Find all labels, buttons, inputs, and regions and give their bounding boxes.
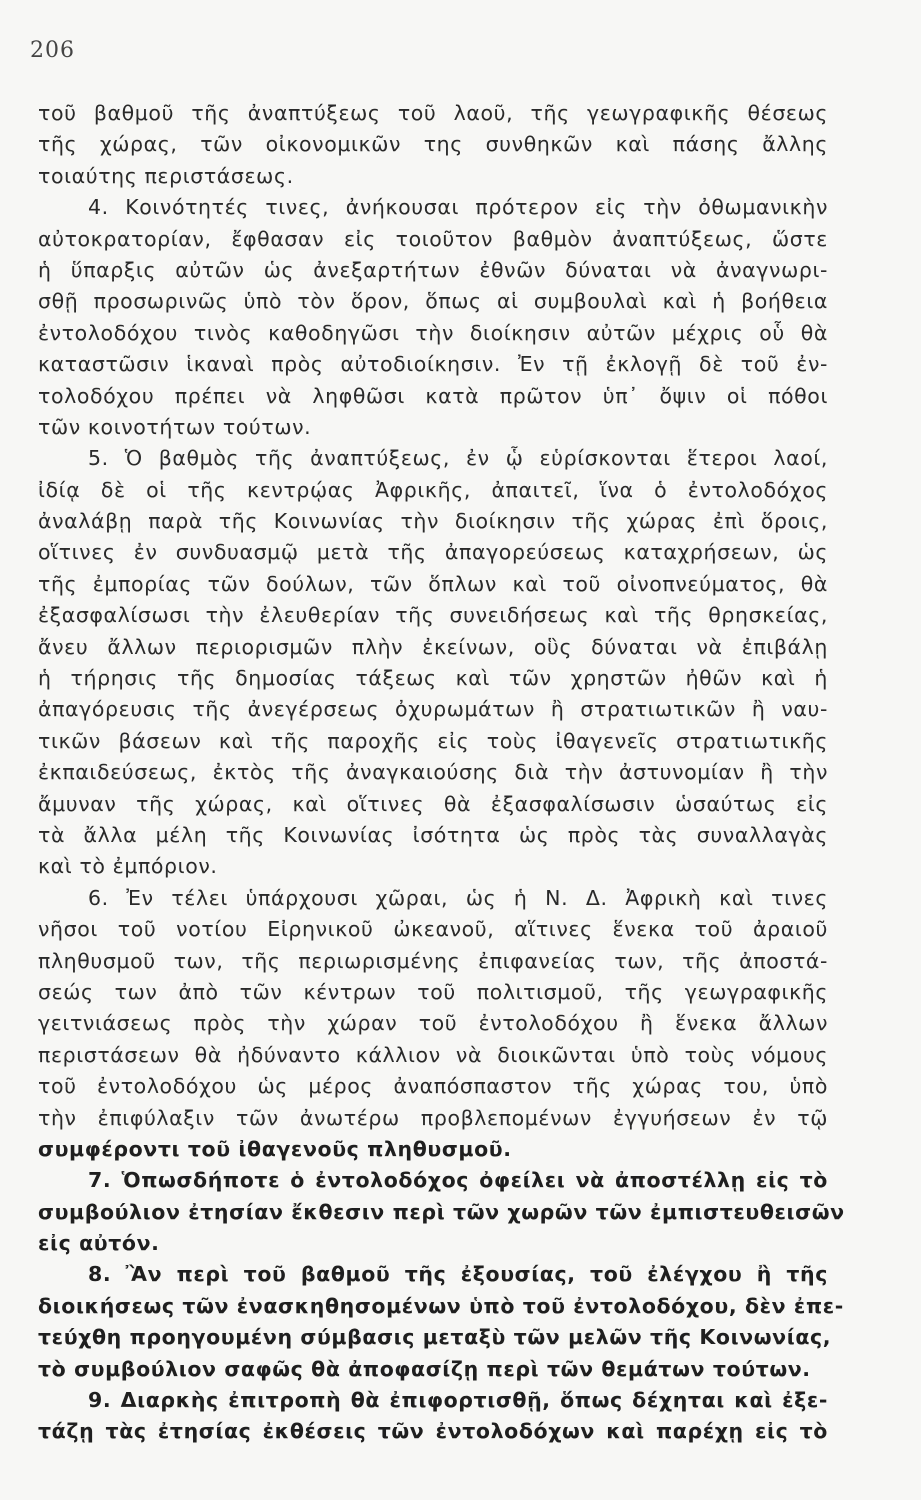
text-line: ἀναλάβῃ παρὰ τῆς Κοινωνίας τὴν διοίκησιν τῆς χώρας ἐπὶ ὅροις, xyxy=(38,509,828,534)
text-line: τῆς ἐμπορίας τῶν δούλων, τῶν ὅπλων καὶ τοῦ οἰνοπνεύματος, θὰ xyxy=(38,571,828,596)
text-line: εἰς αὐτόν. xyxy=(38,1231,160,1256)
text-line: καὶ τὸ ἐμπόριον. xyxy=(38,854,218,879)
body-text xyxy=(38,98,845,1448)
text-line: συμβούλιον ἐτησίαν ἔκθεσιν περὶ τῶν χωρῶν τῶν ἐμπιστευθεισῶν xyxy=(38,1199,845,1224)
text-line: 9. Διαρκὴς ἐπιτροπὴ θὰ ἐπιφορτισθῇ, ὅπως δέχηται καὶ ἐξε- xyxy=(88,1388,828,1413)
text-line: περιστάσεων θὰ ἠδύναντο κάλλιον νὰ διοικῶνται ὑπὸ τοὺς νόμους xyxy=(38,1042,828,1067)
text-line: νῆσοι τοῦ νοτίου Εἰρηνικοῦ ὠκεανοῦ, αἵτινες ἕνεκα τοῦ ἀραιοῦ xyxy=(38,917,828,942)
text-line: 4. Κοινότητές τινες, ἀνήκουσαι πρότερον εἰς τὴν ὀθωμανικὴν xyxy=(88,195,828,220)
text-line: πληθυσμοῦ των, τῆς περιωρισμένης ἐπιφανείας των, τῆς ἀποστά- xyxy=(38,948,828,973)
text-line: 5. Ὁ βαθμὸς τῆς ἀναπτύξεως, ἐν ᾧ εὑρίσκονται ἕτεροι λαοί, xyxy=(88,446,828,471)
text-line: τάζῃ τὰς ἐτησίας ἐκθέσεις τῶν ἐντολοδόχων καὶ παρέχῃ εἰς τὸ xyxy=(38,1419,828,1444)
text-line: τὰ ἄλλα μέλη τῆς Κοινωνίας ἰσότητα ὡς πρὸς τὰς συναλλαγὰς xyxy=(38,822,828,847)
text-line: τολοδόχου πρέπει νὰ ληφθῶσι κατὰ πρῶτον ὑπ᾽ ὄψιν οἱ πόθοι xyxy=(38,383,828,408)
text-line: ἡ ὕπαρξις αὐτῶν ὡς ἀνεξαρτήτων ἐθνῶν δύναται νὰ ἀναγνωρι- xyxy=(38,257,828,282)
text-line: οἵτινες ἐν συνδυασμῷ μετὰ τῆς ἀπαγορεύσεως καταχρήσεων, ὡς xyxy=(38,540,828,565)
text-line: ἡ τήρησις τῆς δημοσίας τάξεως καὶ τῶν χρηστῶν ἠθῶν καὶ ἡ xyxy=(38,666,828,691)
text-line: 7. Ὁπωσδήποτε ὁ ἐντολοδόχος ὀφείλει νὰ ἀποστέλλῃ εἰς τὸ xyxy=(88,1168,828,1193)
text-line: τὸ συμβούλιον σαφῶς θὰ ἀποφασίζῃ περὶ τῶν θεμάτων τούτων. xyxy=(38,1356,811,1381)
text-line: καταστῶσιν ἱκαναὶ πρὸς αὐτοδιοίκησιν. Ἐν τῇ ἐκλογῇ δὲ τοῦ ἐν- xyxy=(38,352,828,377)
text-line: τῶν κοινοτήτων τούτων. xyxy=(38,414,312,439)
text-line: τεύχθη προηγουμένη σύμβασις μεταξὺ τῶν μελῶν τῆς Κοινωνίας, xyxy=(38,1325,832,1350)
text-line: τοῦ βαθμοῦ τῆς ἀναπτύξεως τοῦ λαοῦ, τῆς γεωγραφικῆς θέσεως xyxy=(38,101,828,125)
text-line: ἐντολοδόχου τινὸς καθοδηγῶσι τὴν διοίκησιν αὐτῶν μέχρις οὗ θὰ xyxy=(38,320,828,345)
text-line: τῆς χώρας, τῶν οἰκονομικῶν της συνθηκῶν καὶ πάσης ἄλλης xyxy=(38,132,828,157)
text-line: ἄμυναν τῆς χώρας, καὶ οἵτινες θὰ ἐξασφαλίσωσιν ὡσαύτως εἰς xyxy=(38,791,828,816)
text-line: τὴν ἐπιφύλαξιν τῶν ἀνωτέρω προβλεπομένων ἐγγυήσεων ἐν τῷ xyxy=(38,1105,828,1130)
text-line: διοικήσεως τῶν ἐνασκηθησομένων ὑπὸ τοῦ ἐντολοδόχου, δὲν ἐπε- xyxy=(38,1293,844,1318)
text-line: ἄνευ ἄλλων περιορισμῶν πλὴν ἐκείνων, οὓς δύναται νὰ ἐπιβάλῃ xyxy=(38,634,828,659)
text-line: σθῇ προσωρινῶς ὑπὸ τὸν ὅρον, ὅπως αἱ συμβουλαὶ καὶ ἡ βοήθεια xyxy=(38,289,828,314)
text-line: συμφέροντι τοῦ ἰθαγενοῦς πληθυσμοῦ. xyxy=(38,1136,512,1161)
text-line: τικῶν βάσεων καὶ τῆς παροχῆς εἰς τοὺς ἰθαγενεῖς στρατιωτικῆς xyxy=(38,728,828,753)
text-line: 8. Ἂν περὶ τοῦ βαθμοῦ τῆς ἐξουσίας, τοῦ ἐλέγχου ἢ τῆς xyxy=(88,1262,828,1287)
page-number: 206 xyxy=(30,38,75,63)
text-line: 6. Ἐν τέλει ὑπάρχουσι χῶραι, ὡς ἡ Ν. Δ. Ἀφρικὴ καὶ τινες xyxy=(88,885,828,910)
text-line: ἀπαγόρευσις τῆς ἀνεγέρσεως ὀχυρωμάτων ἢ στρατιωτικῶν ἢ ναυ- xyxy=(38,697,828,722)
text-line: ἐξασφαλίσωσι τὴν ἐλευθερίαν τῆς συνειδήσεως καὶ τῆς θρησκείας, xyxy=(38,603,828,628)
text-line: τοῦ ἐντολοδόχου ὡς μέρος ἀναπόσπαστον τῆς χώρας του, ὑπὸ xyxy=(38,1074,828,1099)
text-line: σεώς των ἀπὸ τῶν κέντρων τοῦ πολιτισμοῦ, τῆς γεωγραφικῆς xyxy=(38,979,828,1004)
text-line: τοιαύτης περιστάσεως. xyxy=(38,163,294,188)
text-line: ἐκπαιδεύσεως, ἐκτὸς τῆς ἀναγκαιούσης διὰ τὴν ἀστυνομίαν ἢ τὴν xyxy=(38,760,828,785)
text-line: αὐτοκρατορίαν, ἔφθασαν εἰς τοιοῦτον βαθμὸν ἀναπτύξεως, ὥστε xyxy=(38,226,828,251)
text-line: γειτνιάσεως πρὸς τὴν χώραν τοῦ ἐντολοδόχου ἢ ἕνεκα ἄλλων xyxy=(38,1011,828,1036)
text-line: ἰδίᾳ δὲ οἱ τῆς κεντρῴας Ἀφρικῆς, ἀπαιτεῖ, ἵνα ὁ ἐντολοδόχος xyxy=(38,477,828,502)
